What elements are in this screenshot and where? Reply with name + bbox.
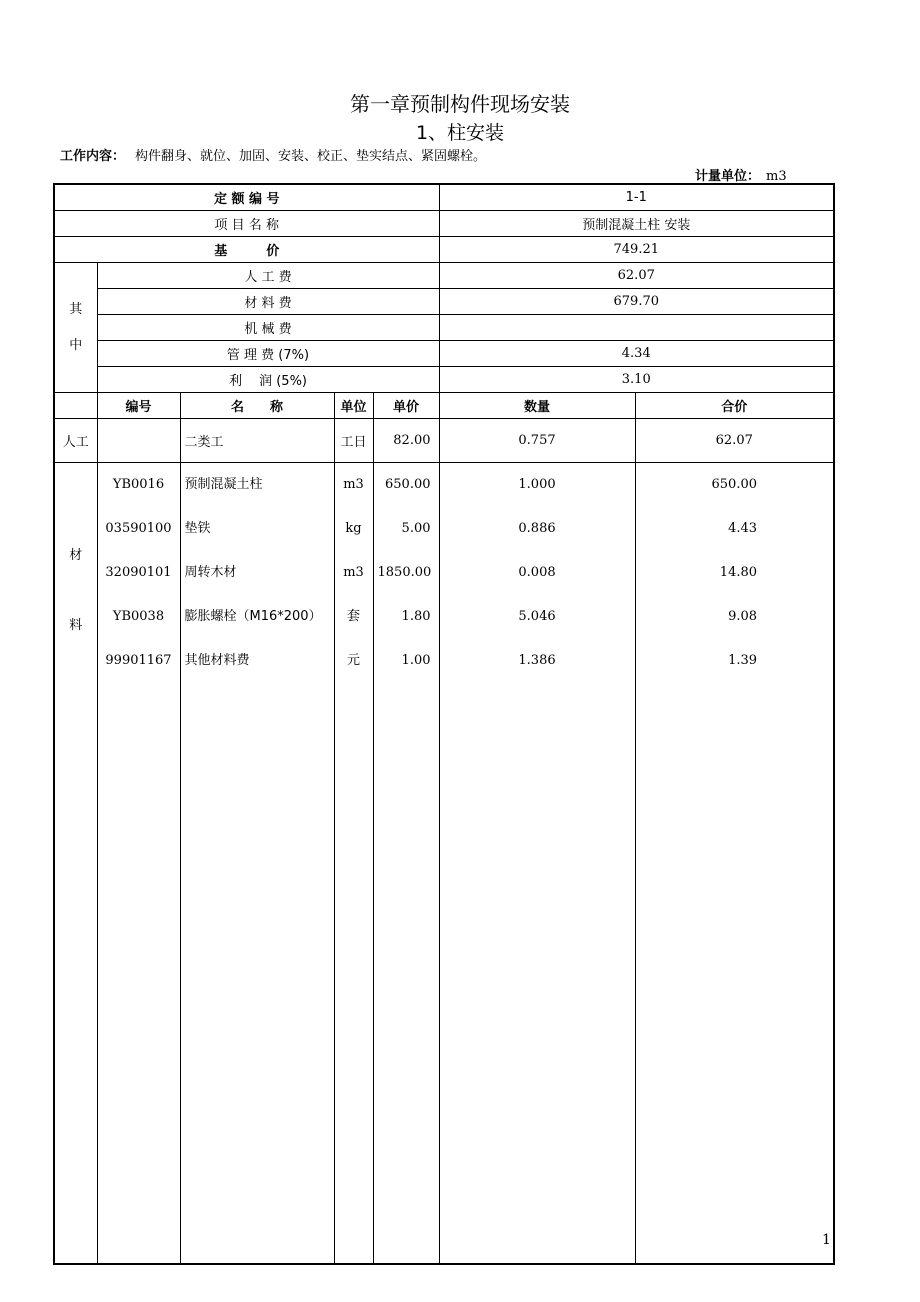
breakdown-row	[54, 367, 834, 393]
column-header-qty: 数量	[439, 393, 635, 419]
page-number: 1	[822, 1232, 831, 1248]
material-fee-value: 679.70	[439, 289, 834, 315]
work-content-text: 构件翻身、就位、加固、安装、校正、垫实结点、紧固螺栓。	[135, 149, 487, 164]
materials-block	[54, 463, 834, 1265]
list-item: 99901167	[105, 653, 172, 668]
list-item: 其他材料费	[184, 653, 250, 668]
materials-total-column	[635, 463, 834, 1265]
list-item: kg	[345, 521, 362, 536]
breakdown-group-label: 其 中	[54, 263, 97, 393]
work-content	[60, 145, 486, 164]
column-header-price: 单价	[373, 393, 439, 419]
breakdown-row	[54, 341, 834, 367]
profit-label: 利 润 (5%)	[97, 367, 439, 393]
labor-total: 62.07	[635, 419, 834, 463]
column-header-blank	[54, 393, 97, 419]
base-price-label: 基 价	[54, 237, 439, 263]
quota-number-row	[54, 184, 834, 211]
column-header-total: 合价	[635, 393, 834, 419]
base-price-row	[54, 237, 834, 263]
list-item: 5.00	[401, 521, 431, 536]
labor-name: 二类工	[180, 419, 334, 463]
measure-unit-value: m3	[766, 169, 787, 184]
item-name-label: 项 目 名 称	[54, 211, 439, 237]
list-item: YB0016	[112, 477, 165, 492]
page-title: 第一章预制构件现场安装	[350, 92, 570, 116]
quota-table	[53, 183, 835, 1265]
materials-name-column	[180, 463, 334, 1265]
measure-unit	[695, 165, 787, 184]
materials-unit-column	[334, 463, 373, 1265]
breakdown-row	[54, 263, 834, 289]
column-header-code: 编号	[97, 393, 180, 419]
management-fee-label: 管 理 费 (7%)	[97, 341, 439, 367]
item-name-row	[54, 211, 834, 237]
labor-price: 82.00	[373, 419, 439, 463]
labor-unit: 工日	[334, 419, 373, 463]
list-item: m3	[343, 477, 364, 492]
materials-code-column	[97, 463, 180, 1265]
materials-qty-column	[439, 463, 635, 1265]
labor-fee-value: 62.07	[439, 263, 834, 289]
labor-code	[97, 419, 180, 463]
quota-number-label: 定 额 编 号	[54, 184, 439, 211]
list-item: 膨胀螺栓（M16*200）	[184, 609, 322, 624]
list-item: 周转木材	[184, 565, 237, 580]
list-item: m3	[343, 565, 364, 580]
list-item: 1.000	[518, 477, 556, 492]
list-item: 5.046	[518, 609, 556, 624]
list-item: 1.80	[401, 609, 431, 624]
list-item: 14.80	[719, 565, 758, 580]
material-fee-label: 材 料 费	[97, 289, 439, 315]
list-item: 1.386	[518, 653, 556, 668]
list-item: YB0038	[112, 609, 165, 624]
machine-fee-value	[439, 315, 834, 341]
column-header-unit: 单位	[334, 393, 373, 419]
management-fee-value: 4.34	[439, 341, 834, 367]
list-item: 元	[346, 653, 360, 668]
materials-group-label: 材 料	[54, 463, 97, 1265]
list-item: 9.08	[728, 609, 758, 624]
quota-number-value: 1-1	[439, 184, 834, 211]
list-item: 垫铁	[184, 521, 211, 536]
labor-row	[54, 419, 834, 463]
work-content-label: 工作内容：	[60, 149, 126, 164]
profit-value: 3.10	[439, 367, 834, 393]
base-price-value: 749.21	[439, 237, 834, 263]
list-item: 套	[346, 609, 360, 624]
list-item: 1.00	[401, 653, 431, 668]
list-item: 0.886	[518, 521, 556, 536]
column-header-row	[54, 393, 834, 419]
list-item: 0.008	[518, 565, 556, 580]
labor-qty: 0.757	[439, 419, 635, 463]
list-item: 03590100	[105, 521, 172, 536]
labor-group-label: 人工	[54, 419, 97, 463]
list-item: 650.00	[711, 477, 758, 492]
section-title: 1、柱安装	[415, 122, 505, 144]
measure-unit-label: 计量单位：	[695, 169, 761, 184]
list-item: 预制混凝土柱	[184, 477, 263, 492]
item-name-value: 预制混凝土柱 安装	[439, 211, 834, 237]
breakdown-row	[54, 315, 834, 341]
list-item: 32090101	[105, 565, 172, 580]
list-item: 1.39	[728, 653, 758, 668]
labor-fee-label: 人 工 费	[97, 263, 439, 289]
breakdown-row	[54, 289, 834, 315]
materials-price-column	[373, 463, 439, 1265]
list-item: 4.43	[728, 521, 758, 536]
list-item: 650.00	[385, 477, 431, 492]
column-header-name: 名 称	[180, 393, 334, 419]
machine-fee-label: 机 械 费	[97, 315, 439, 341]
list-item: 1850.00	[377, 565, 432, 580]
